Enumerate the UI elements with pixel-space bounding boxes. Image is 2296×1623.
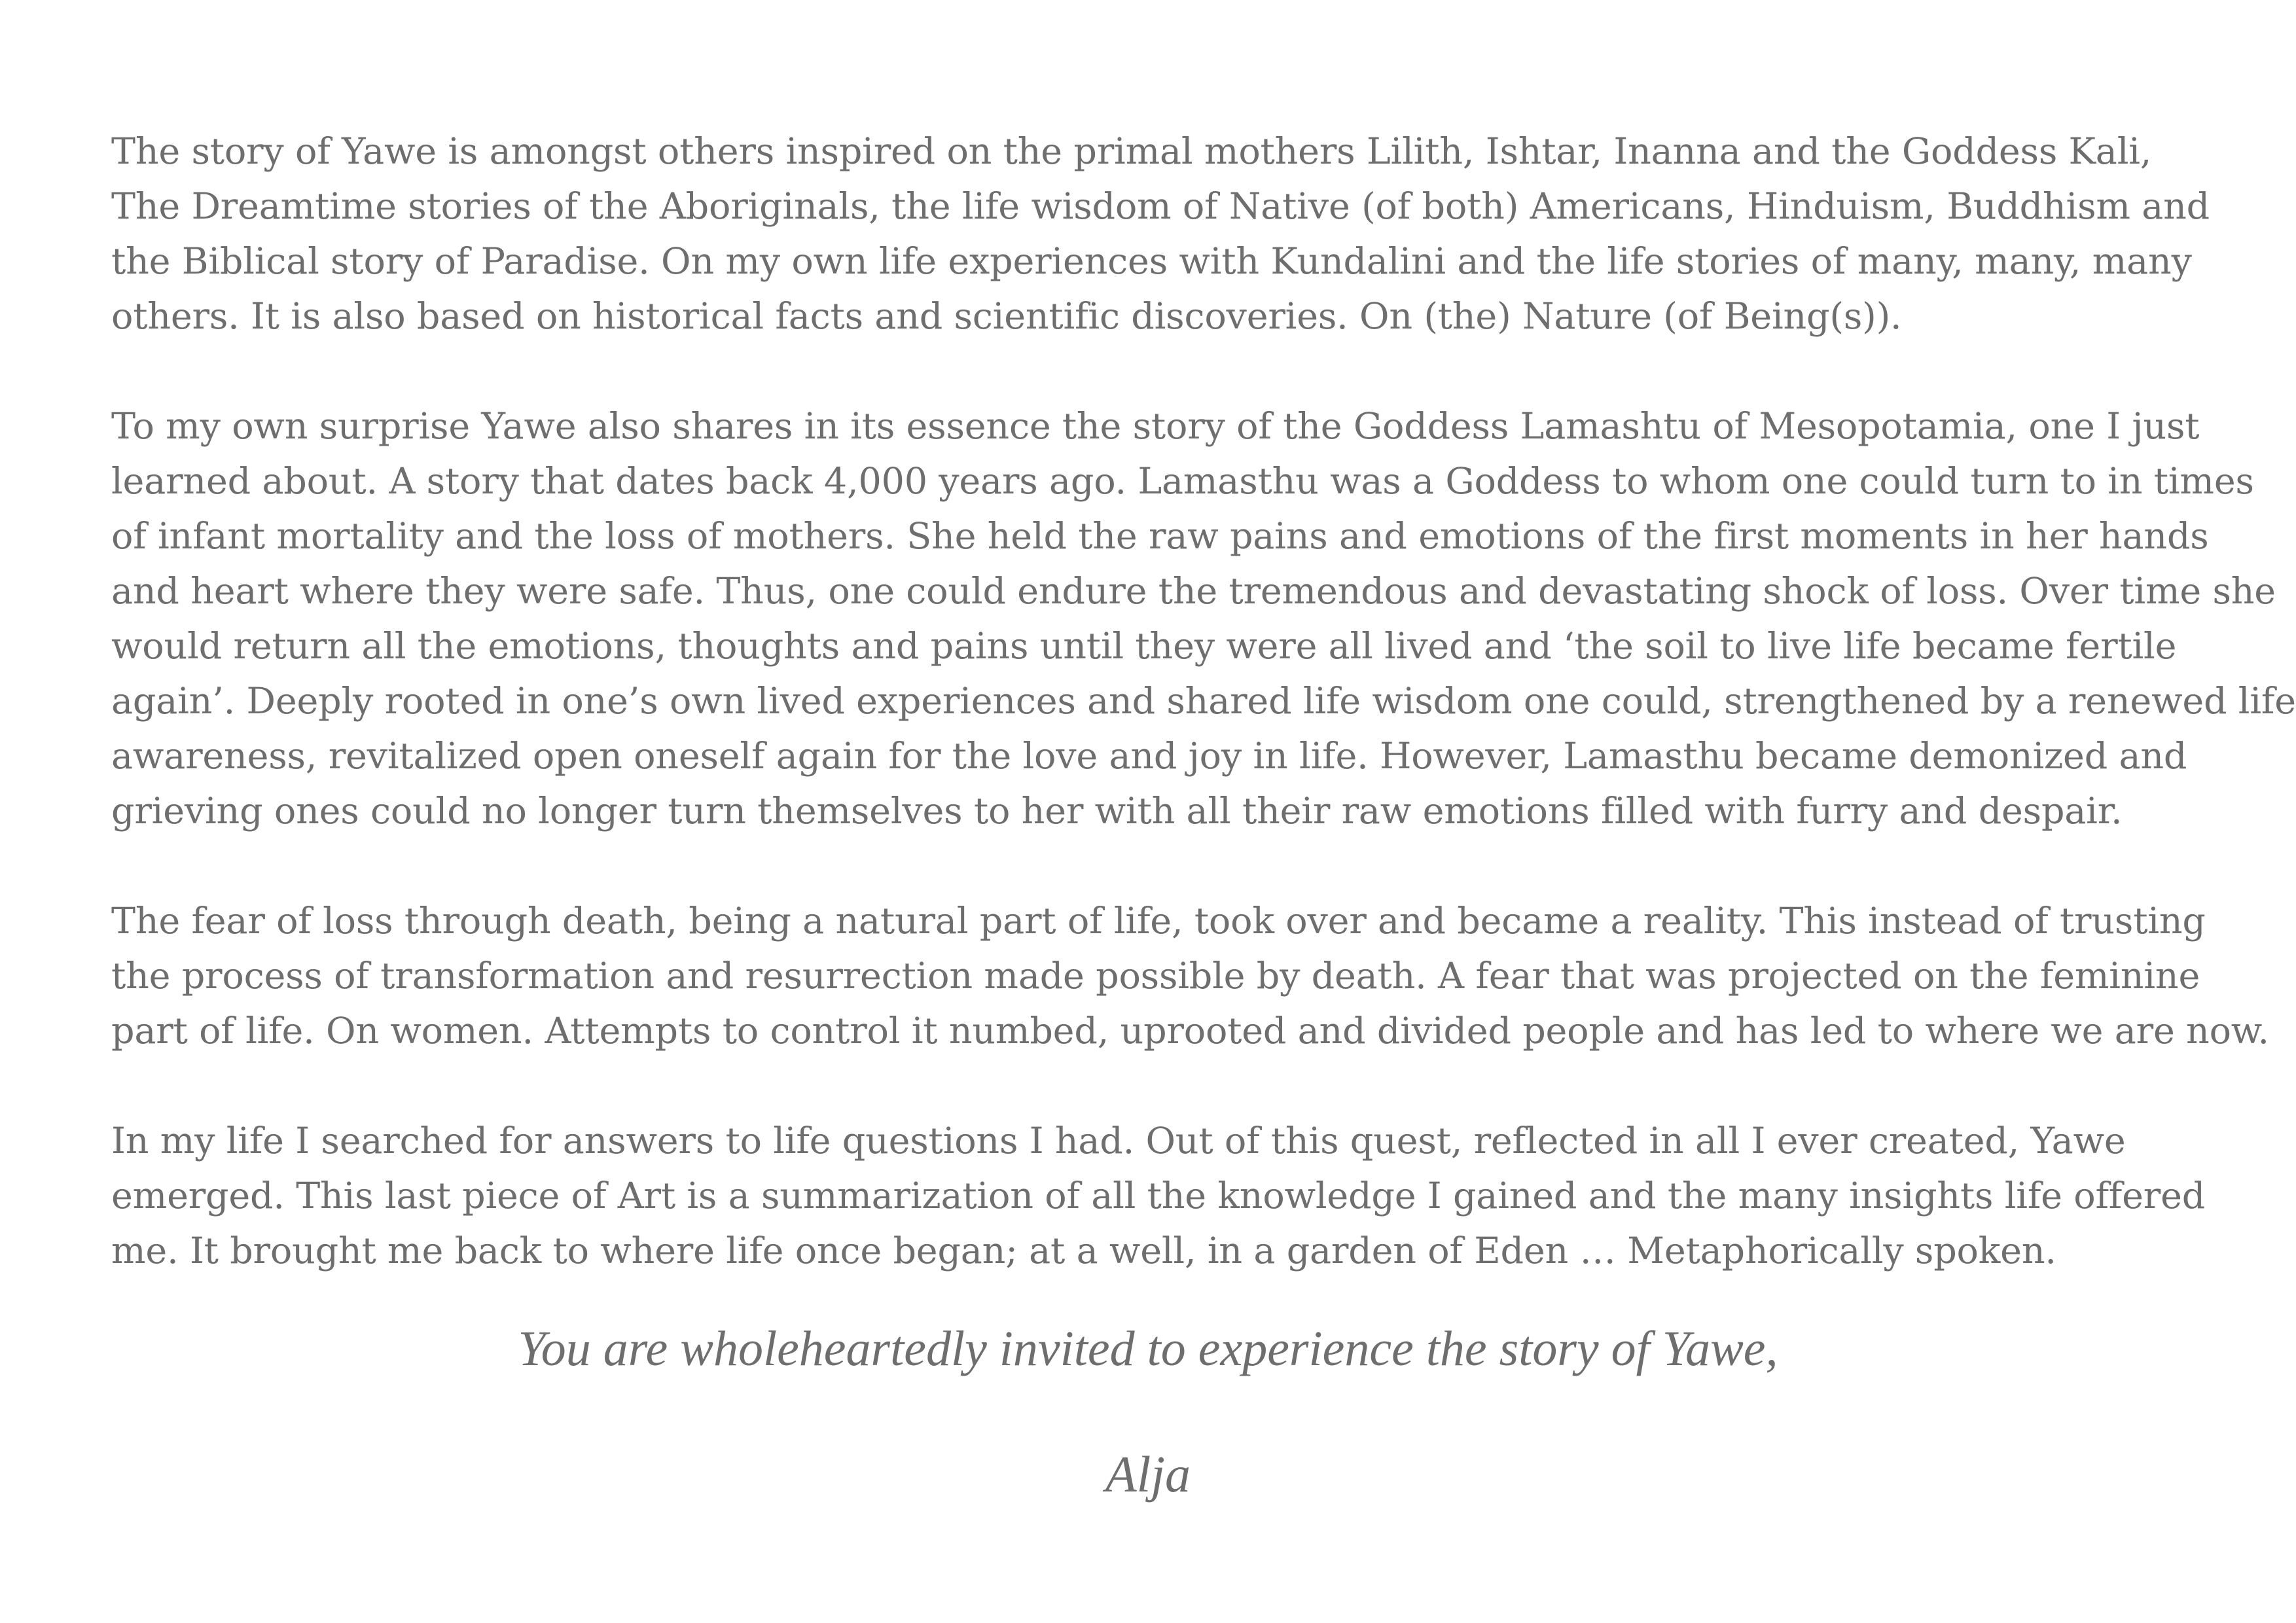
text-line: awareness, revitalized open oneself again for the love and joy in life. However, Lamasthu became demonized and [111,735,2187,777]
paragraph-lamashtu [111,399,2296,839]
author-signature: Alja [1105,1446,1191,1503]
paragraph-fear-of-loss [111,894,2269,1059]
text-line: part of life. On women. Attempts to control it numbed, uprooted and divided people and has led to where we are now. [111,1010,2269,1052]
closing-invitation: You are wholeheartedly invited to experience the story of Yawe, [518,1321,1778,1376]
document-body [111,124,2296,1334]
text-line: The story of Yawe is amongst others inspired on the primal mothers Lilith, Ishtar, Inanna and the Goddess Kali, [111,130,2152,173]
paragraph-life-quest [111,1114,2206,1279]
text-line: emerged. This last piece of Art is a summarization of all the knowledge I gained and the many insights life offered [111,1175,2206,1217]
text-line: grieving ones could no longer turn themselves to her with all their raw emotions filled with furry and despair. [111,790,2123,832]
text-line: again’. Deeply rooted in one’s own lived experiences and shared life wisdom one could, strengthened by a renewed life [111,680,2296,722]
paragraph-inspiration [111,124,2210,344]
text-line: In my life I searched for answers to life questions I had. Out of this quest, reflected in all I ever created, Yawe [111,1120,2126,1162]
text-line: The Dreamtime stories of the Aboriginals, the life wisdom of Native (of both) Americans, Hinduism, Buddhism and [111,185,2210,228]
text-line: learned about. A story that dates back 4,000 years ago. Lamasthu was a Goddess to whom one could turn to in times [111,460,2254,503]
text-line: the Biblical story of Paradise. On my own life experiences with Kundalini and the life stories of many, many, many [111,240,2192,283]
text-line: others. It is also based on historical facts and scientific discoveries. On (the) Nature (of Being(s)). [111,295,1902,338]
text-line: The fear of loss through death, being a natural part of life, took over and became a reality. This instead of trusting [111,900,2206,942]
text-line: me. It brought me back to where life once began; at a well, in a garden of Eden … Metaphorically spoken. [111,1230,2056,1272]
text-line: would return all the emotions, thoughts and pains until they were all lived and ‘the soil to live life became fertile [111,625,2177,668]
text-line: and heart where they were safe. Thus, one could endure the tremendous and devastating shock of loss. Over time she [111,570,2276,613]
text-line: To my own surprise Yawe also shares in its essence the story of the Goddess Lamashtu of Mesopotamia, one I just [111,405,2200,448]
text-line: of infant mortality and the loss of mothers. She held the raw pains and emotions of the first moments in her hands [111,515,2209,558]
text-line: the process of transformation and resurrection made possible by death. A fear that was projected on the feminine [111,955,2200,997]
